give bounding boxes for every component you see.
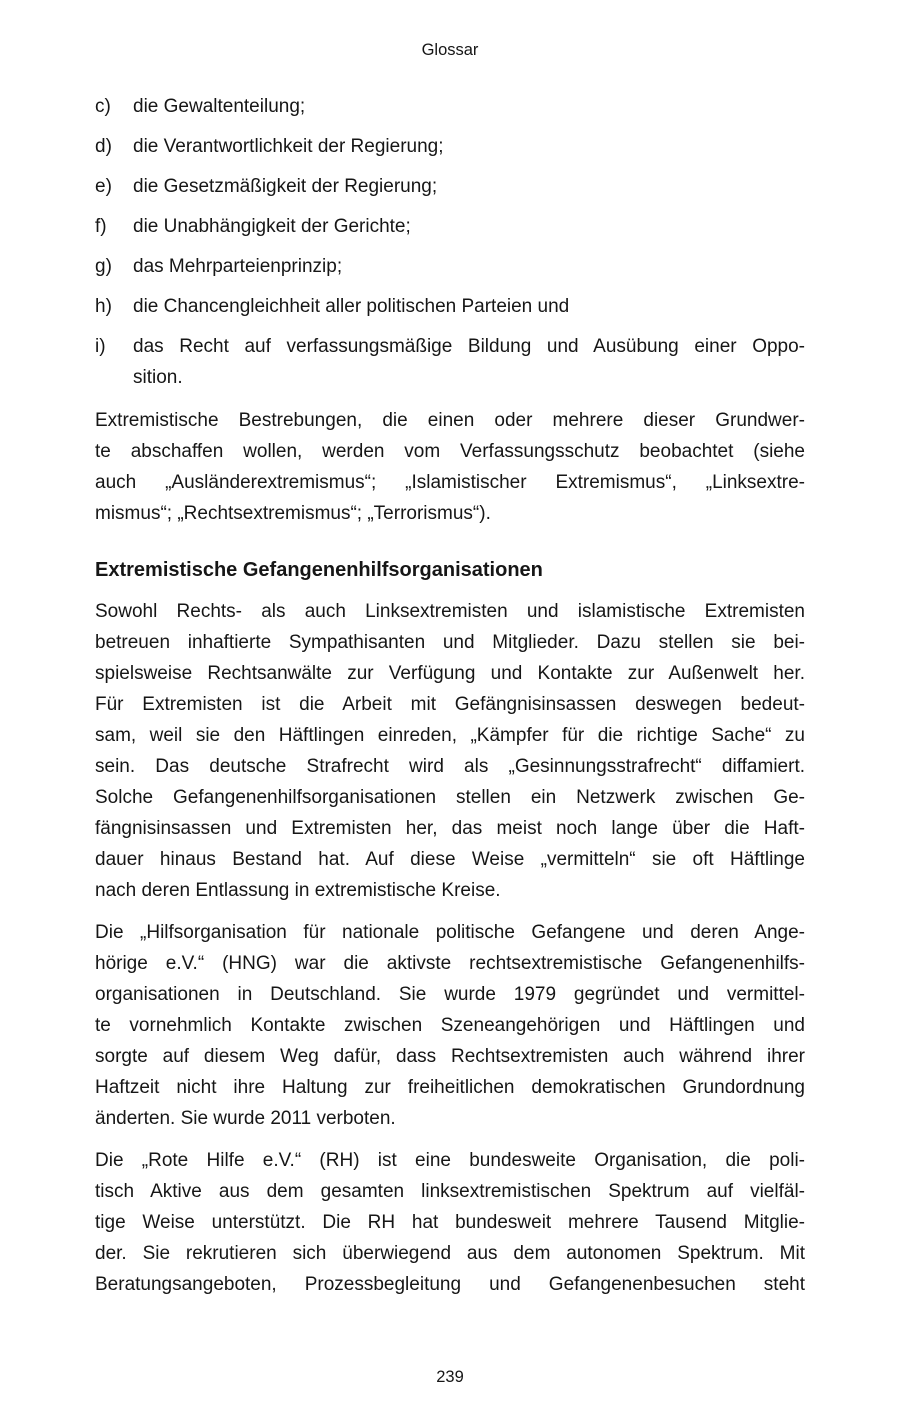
- paragraph: [95, 917, 805, 1134]
- list-item: [95, 171, 805, 202]
- text-line: das Recht auf verfassungsmäßige Bildung und Ausübung einer Oppo-: [133, 336, 805, 357]
- list-item: [95, 331, 805, 393]
- text-line: dauer hinaus Bestand hat. Auf diese Weise „vermitteln“ sie oft Häftlinge: [95, 849, 805, 870]
- text-line: die Unabhängigkeit der Gerichte;: [133, 216, 411, 237]
- text-line: tisch Aktive aus dem gesamten linksextremistischen Spektrum auf vielfäl-: [95, 1181, 805, 1202]
- text-line: betreuen inhaftierte Sympathisanten und Mitglieder. Dazu stellen sie bei-: [95, 632, 805, 653]
- text-line: die Gewaltenteilung;: [133, 96, 306, 117]
- text-line: Die „Hilfsorganisation für nationale politische Gefangene und deren Ange-: [95, 922, 805, 943]
- list-item-marker: g): [95, 256, 112, 277]
- text-line: sein. Das deutsche Strafrecht wird als „Gesinnungsstrafrecht“ diffamiert.: [95, 756, 805, 777]
- text-line: Haftzeit nicht ihre Haltung zur freiheitlichen demokratischen Grundordnung: [95, 1077, 805, 1098]
- text-line: die Verantwortlichkeit der Regierung;: [133, 136, 444, 157]
- text-line: Beratungsangeboten, Prozessbegleitung und Gefangenenbesuchen steht: [95, 1274, 805, 1295]
- list-item-text: [133, 251, 805, 282]
- list-item-text: [133, 131, 805, 162]
- list-item-text: [133, 331, 805, 393]
- list-item-text: [133, 291, 805, 322]
- text-line: fängnisinsassen und Extremisten her, das meist noch lange über die Haft-: [95, 818, 805, 839]
- text-line: organisationen in Deutschland. Sie wurde 1979 gegründet und vermittel-: [95, 984, 805, 1005]
- text-line: Sowohl Rechts- als auch Linksextremisten und islamistische Extremisten: [95, 601, 805, 622]
- text-line: te abschaffen wollen, werden vom Verfassungsschutz beobachtet (siehe: [95, 441, 805, 462]
- list-item: [95, 211, 805, 242]
- list-item: [95, 251, 805, 282]
- list-item-marker: e): [95, 176, 112, 197]
- text-line: das Mehrparteienprinzip;: [133, 256, 343, 277]
- text-line: sorgte auf diesem Weg dafür, dass Rechtsextremisten auch während ihrer: [95, 1046, 805, 1067]
- list-item-text: [133, 211, 805, 242]
- text-line: tige Weise unterstützt. Die RH hat bundesweit mehrere Tausend Mitglie-: [95, 1212, 805, 1233]
- list-item: [95, 131, 805, 162]
- list-item: [95, 291, 805, 322]
- paragraph: [95, 1145, 805, 1300]
- text-line: sition.: [133, 367, 183, 388]
- text-line: Extremistische Bestrebungen, die einen oder mehrere dieser Grundwer-: [95, 410, 805, 431]
- section-heading: Extremistische Gefangenenhilfsorganisationen: [95, 559, 543, 581]
- text-line: Die „Rote Hilfe e.V.“ (RH) ist eine bundesweite Organisation, die poli-: [95, 1150, 805, 1171]
- list-item-marker: f): [95, 216, 107, 237]
- text-line: auch „Ausländerextremismus“; „Islamistischer Extremismus“, „Linksextre-: [95, 472, 805, 493]
- paragraph: [95, 596, 805, 906]
- text-line: mismus“; „Rechtsextremismus“; „Terrorismus“).: [95, 503, 491, 524]
- text-line: sam, weil sie den Häftlingen einreden, „Kämpfer für die richtige Sache“ zu: [95, 725, 805, 746]
- text-line: änderten. Sie wurde 2011 verboten.: [95, 1108, 396, 1129]
- text-line: hörige e.V.“ (HNG) war die aktivste rechtsextremistische Gefangenenhilfs-: [95, 953, 805, 974]
- list-item-marker: c): [95, 96, 111, 117]
- list-item-text: [133, 171, 805, 202]
- text-line: die Gesetzmäßigkeit der Regierung;: [133, 176, 438, 197]
- text-line: die Chancengleichheit aller politischen Parteien und: [133, 296, 570, 317]
- page-content: [95, 91, 805, 1300]
- text-line: der. Sie rekrutieren sich überwiegend aus dem autonomen Spektrum. Mit: [95, 1243, 805, 1264]
- text-line: Für Extremisten ist die Arbeit mit Gefängnisinsassen deswegen bedeut-: [95, 694, 805, 715]
- list-item-marker: i): [95, 336, 106, 357]
- text-line: Solche Gefangenenhilfsorganisationen stellen ein Netzwerk zwischen Ge-: [95, 787, 805, 808]
- text-line: te vornehmlich Kontakte zwischen Szeneangehörigen und Häftlingen und: [95, 1015, 805, 1036]
- paragraph: [95, 405, 805, 529]
- running-header: Glossar: [421, 41, 479, 59]
- glossary-list: [95, 91, 805, 393]
- text-line: nach deren Entlassung in extremistische Kreise.: [95, 880, 501, 901]
- list-item-text: [133, 91, 805, 122]
- list-item: [95, 91, 805, 122]
- list-item-marker: h): [95, 296, 112, 317]
- text-line: spielsweise Rechtsanwälte zur Verfügung und Kontakte zur Außenwelt her.: [95, 663, 805, 684]
- list-item-marker: d): [95, 136, 112, 157]
- page-number: 239: [436, 1368, 464, 1386]
